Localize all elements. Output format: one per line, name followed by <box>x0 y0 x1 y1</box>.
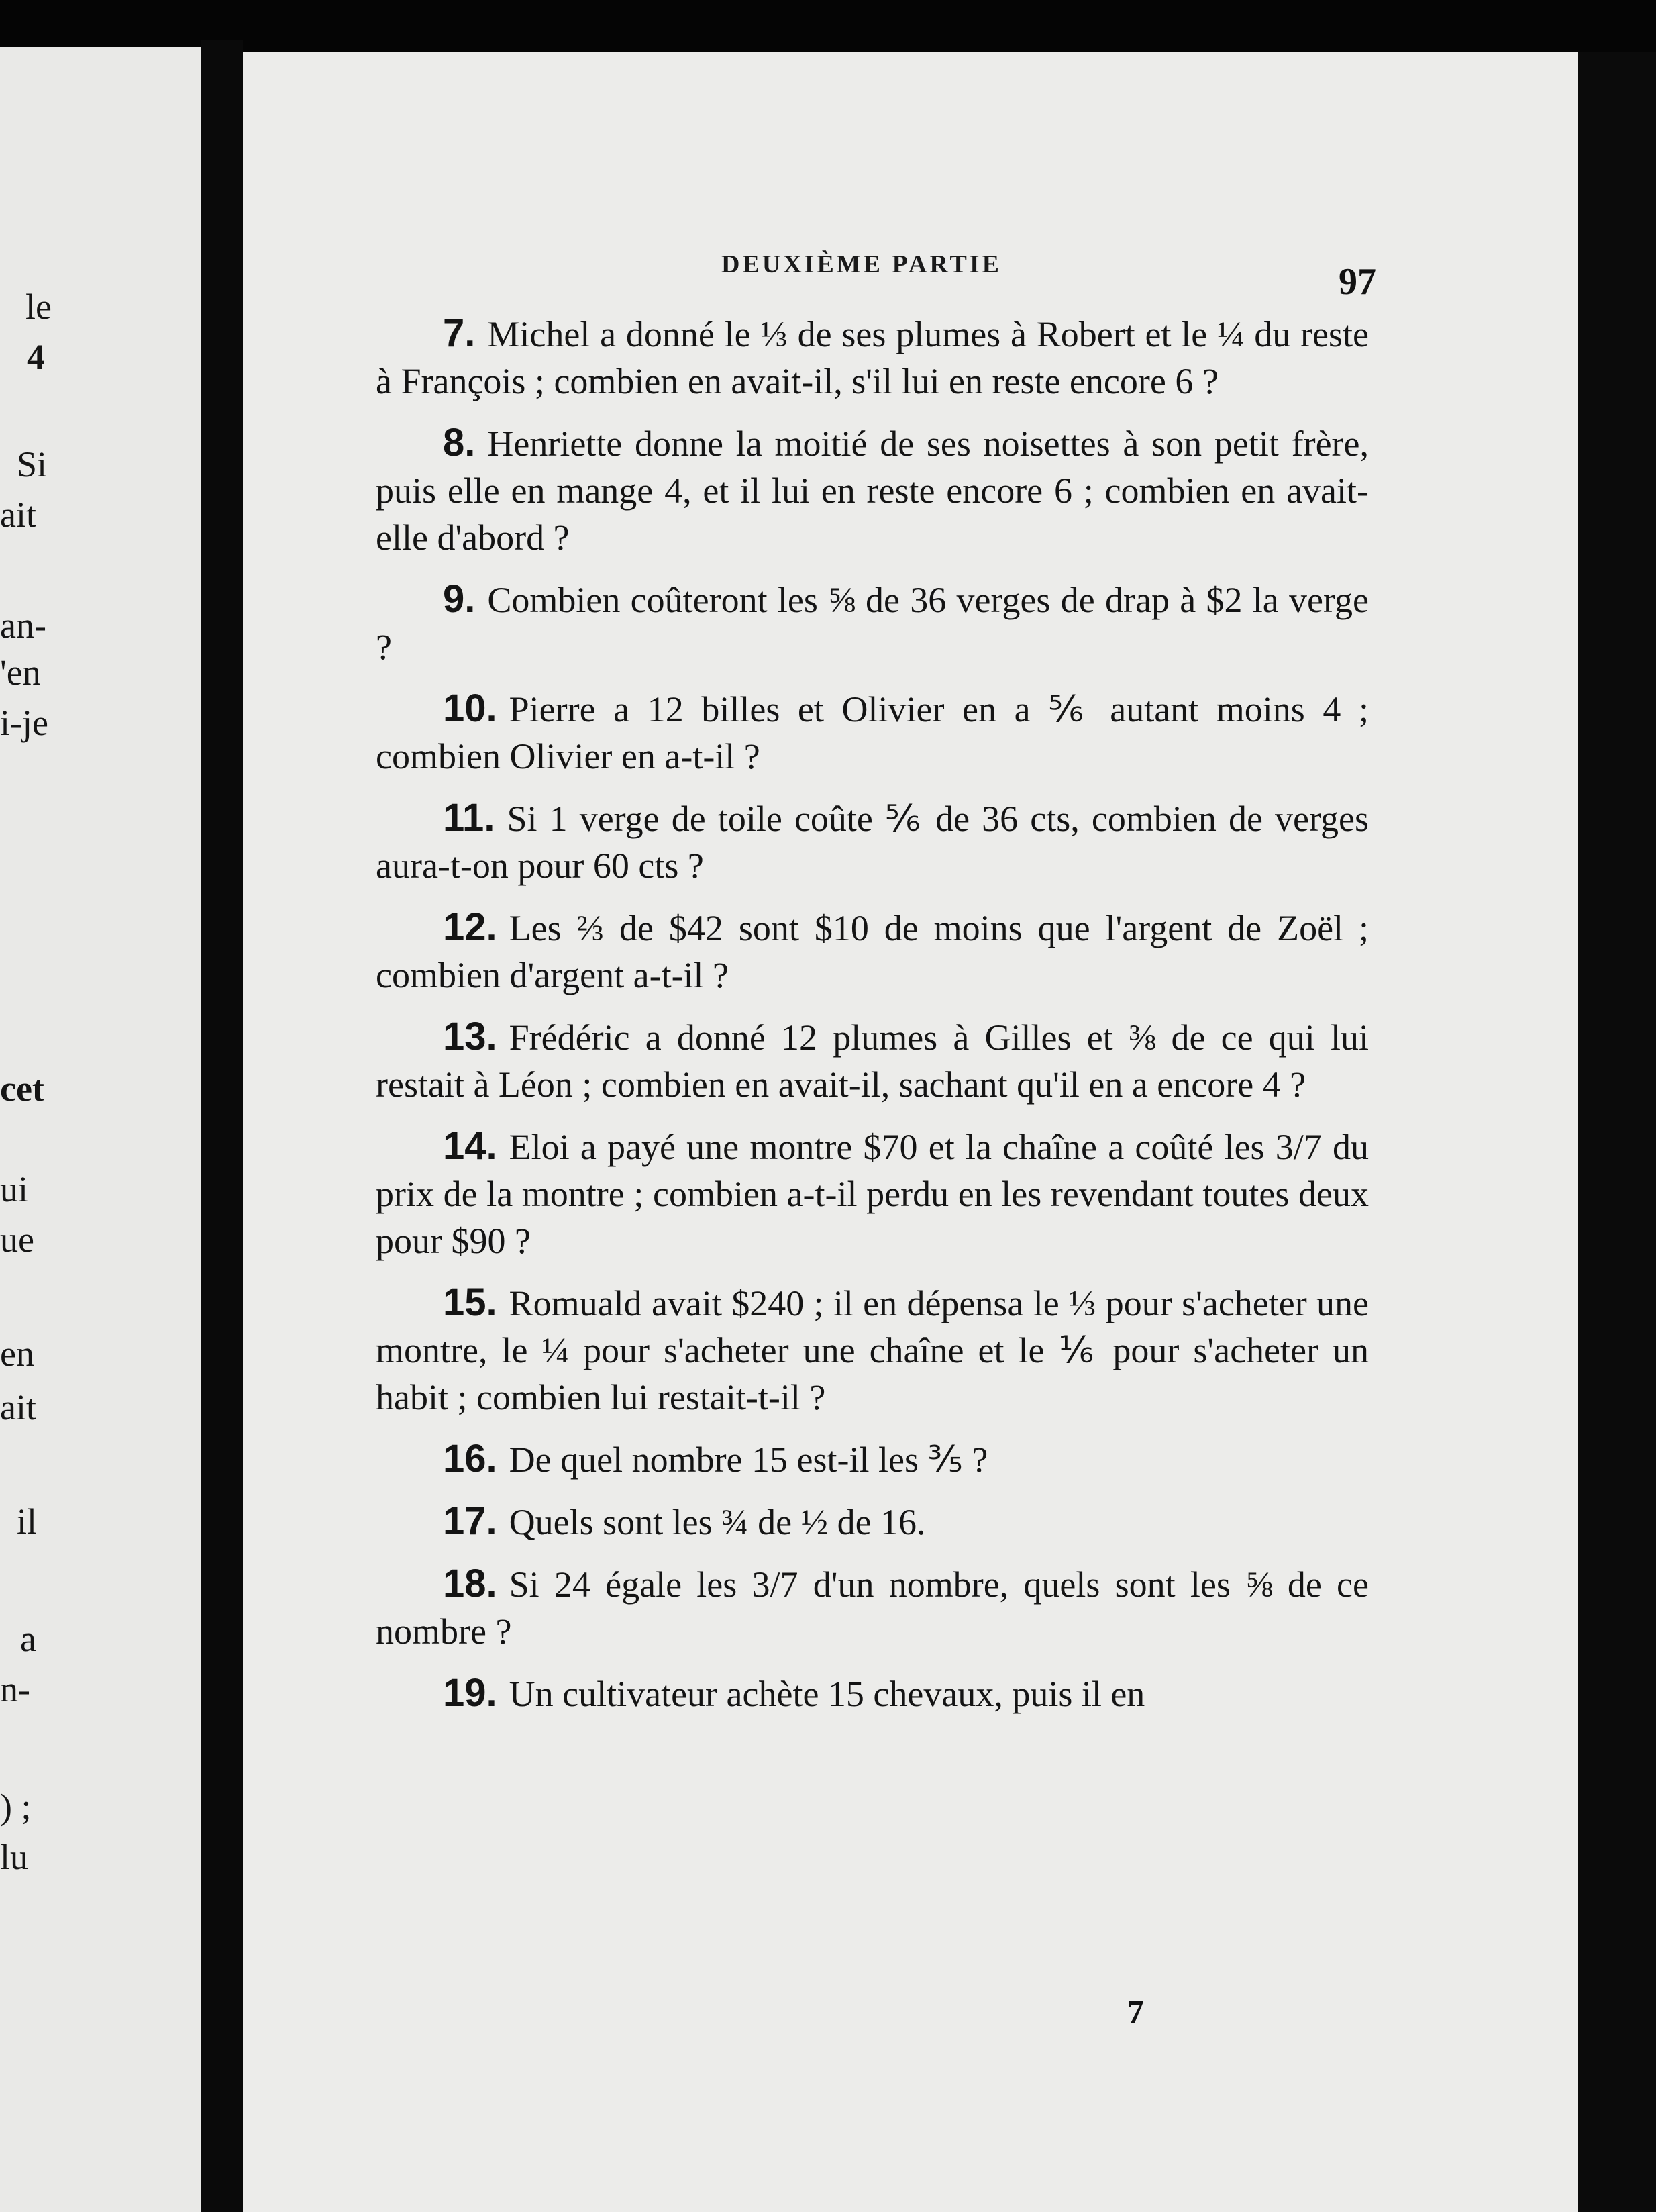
problem-item <box>376 1123 1369 1264</box>
problem-text: Henriette donne la moitié de ses noisettes à son petit frère, puis elle en mange 4, et il lui en reste encore 6 ; combien en avait-elle d'abord ? <box>376 423 1369 558</box>
problem-number: 11. <box>443 796 495 840</box>
problem-item <box>376 795 1369 889</box>
problem-number: 13. <box>443 1015 497 1058</box>
left-page-text-fragment: Si <box>17 444 48 485</box>
problem-text: Pierre a 12 billes et Olivier en a ⅚ autant moins 4 ; combien Olivier en a-t-il ? <box>376 689 1369 776</box>
left-page-text-fragment: ue <box>0 1219 34 1260</box>
left-page-text-fragment: le <box>25 287 52 327</box>
running-head: DEUXIÈME PARTIE <box>721 250 1002 279</box>
left-page-text-fragment: ui <box>0 1169 29 1209</box>
left-page-text-fragment: 4 <box>27 337 45 377</box>
problem-item <box>376 1436 1369 1483</box>
problem-item <box>376 1560 1369 1655</box>
problem-item <box>376 1670 1369 1717</box>
problem-number: 7. <box>443 311 476 355</box>
problem-number: 10. <box>443 687 497 730</box>
problem-item <box>376 419 1369 561</box>
left-page-text-fragment: lu <box>0 1837 29 1877</box>
left-page-text-fragment: an- <box>0 605 46 646</box>
problem-item <box>376 1013 1369 1108</box>
problem-text: Quels sont les ¾ de ½ de 16. <box>509 1502 926 1542</box>
problem-text: Combien coûteront les ⅝ de 36 verges de drap à $2 la verge ? <box>376 580 1369 667</box>
problem-number: 9. <box>443 577 476 621</box>
left-page-text-fragment: cet <box>0 1068 44 1109</box>
problem-item <box>376 1498 1369 1546</box>
problem-number: 8. <box>443 421 476 464</box>
left-page-text-fragment: 'en <box>0 652 41 693</box>
book-gutter <box>201 40 243 2212</box>
problem-text: Si 1 verge de toile coûte ⅚ de 36 cts, combien de verges aura-t-on pour 60 cts ? <box>376 799 1369 886</box>
left-page-text-fragment: ait <box>0 495 36 535</box>
signature-mark: 7 <box>1127 1993 1144 2030</box>
left-page-text-fragment: n- <box>0 1669 30 1709</box>
problem-list <box>376 310 1369 1732</box>
problem-item <box>376 1279 1369 1421</box>
problem-text: Si 24 égale les 3/7 d'un nombre, quels sont les ⅝ de ce nombre ? <box>376 1564 1369 1652</box>
problem-number: 14. <box>443 1124 497 1168</box>
problem-number: 12. <box>443 905 497 949</box>
problem-item <box>376 310 1369 405</box>
problem-item <box>376 576 1369 670</box>
problem-text: Michel a donné le ⅓ de ses plumes à Robert et le ¼ du reste à François ; combien en avait-il, s'il lui en reste encore 6 ? <box>376 314 1369 401</box>
page-number: 97 <box>1339 261 1376 303</box>
problem-number: 19. <box>443 1671 497 1715</box>
left-page-text-fragment: ait <box>0 1387 36 1427</box>
left-page-text-fragment: en <box>0 1334 34 1374</box>
problem-item <box>376 904 1369 999</box>
problem-text: Un cultivateur achète 15 chevaux, puis il en <box>509 1674 1145 1714</box>
problem-text: De quel nombre 15 est-il les ⅗ ? <box>509 1440 988 1480</box>
left-page-text-fragment: ) ; <box>0 1787 32 1827</box>
problem-text: Eloi a payé une montre $70 et la chaîne a coûté les 3/7 du prix de la montre ; combien a-t-il perdu en les revendant toutes deux pour $90 ? <box>376 1127 1369 1261</box>
problem-text: Frédéric a donné 12 plumes à Gilles et ⅜ de ce qui lui restait à Léon ; combien en avait-il, sachant qu'il en a encore 4 ? <box>376 1017 1369 1105</box>
left-page-text-fragment: i-je <box>0 703 48 743</box>
problem-number: 15. <box>443 1280 497 1324</box>
left-page-text-fragment: il <box>17 1501 38 1542</box>
problem-number: 17. <box>443 1499 497 1543</box>
problem-text: Les ⅔ de $42 sont $10 de moins que l'argent de Zoël ; combien d'argent a-t-il ? <box>376 908 1369 995</box>
problem-text: Romuald avait $240 ; il en dépensa le ⅓ pour s'acheter une montre, le ¼ pour s'acheter une chaîne et le ⅙ pour s'acheter un habit ; combien lui restait-t-il ? <box>376 1283 1369 1417</box>
left-page-edge <box>0 47 201 2212</box>
page-edge-shadow <box>1578 52 1656 2212</box>
left-page-text-fragment: a <box>20 1619 36 1659</box>
problem-item <box>376 685 1369 780</box>
problem-number: 16. <box>443 1437 497 1480</box>
problem-number: 18. <box>443 1562 497 1605</box>
